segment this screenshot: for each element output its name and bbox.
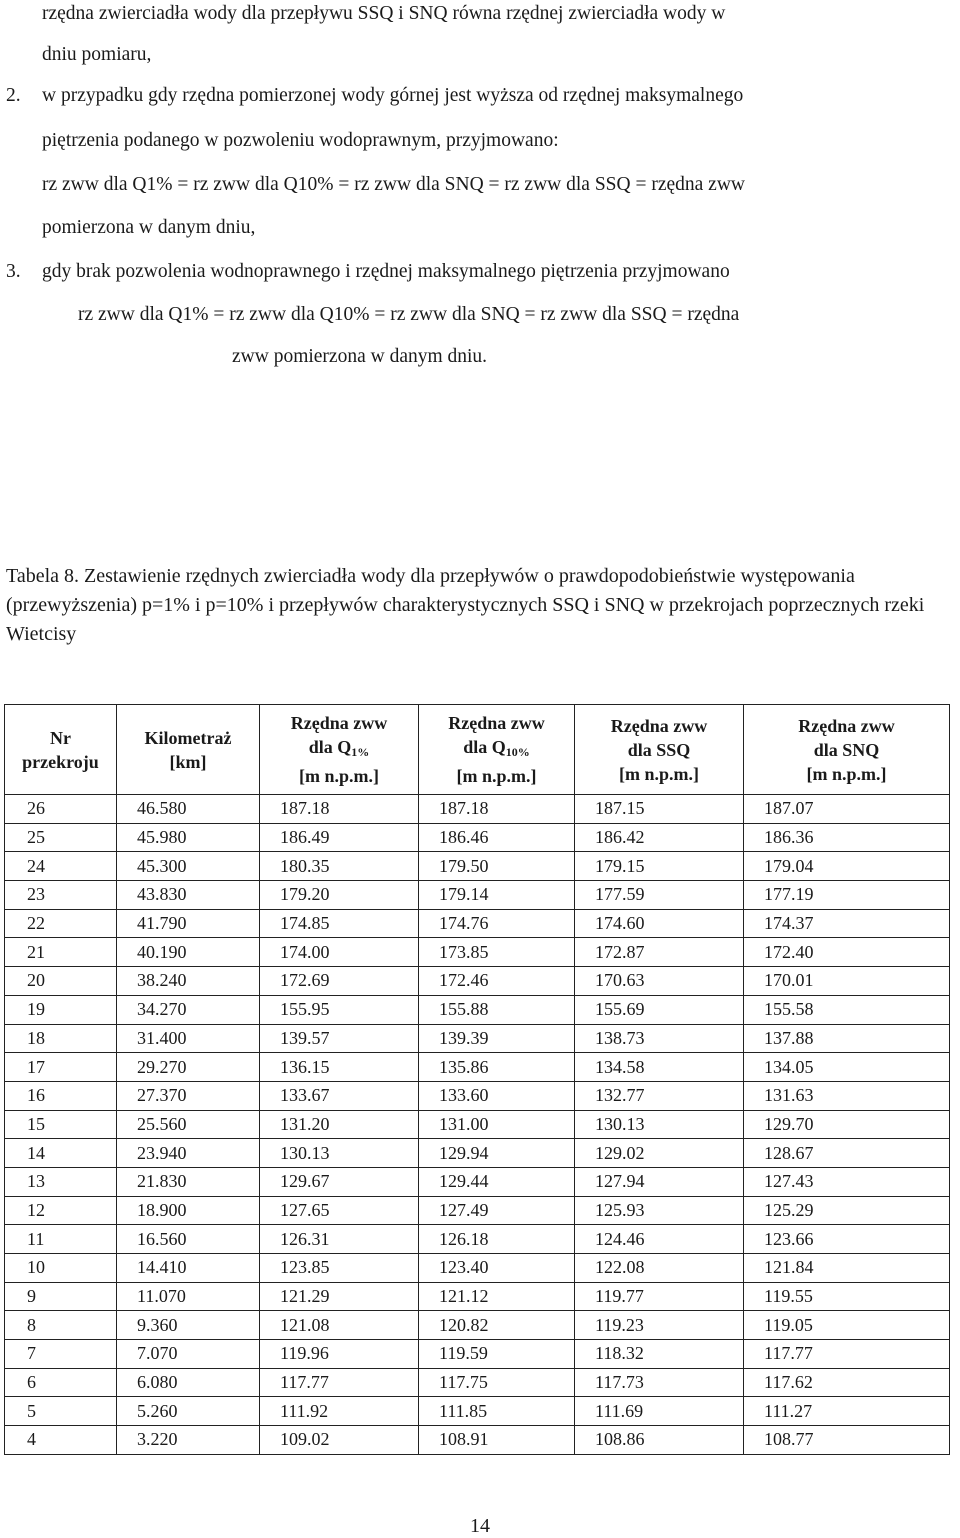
table-cell: 186.36: [744, 823, 950, 852]
table-cell: 10: [5, 1254, 117, 1283]
list-item-number: 3.: [6, 261, 21, 282]
table-cell: 174.76: [419, 909, 575, 938]
table-cell: 22: [5, 909, 117, 938]
table-cell: 126.31: [260, 1225, 419, 1254]
table-cell: 26: [5, 795, 117, 824]
text-line: dniu pomiaru,: [42, 44, 152, 65]
column-header-snq: Rzędna zww dla SNQ [m n.p.m.]: [744, 705, 950, 795]
table-cell: 23.940: [117, 1139, 260, 1168]
table-cell: 186.46: [419, 823, 575, 852]
table-cell: 123.85: [260, 1254, 419, 1283]
text-line: gdy brak pozwolenia wodnoprawnego i rzędnej maksymalnego piętrzenia przyjmowano: [42, 261, 730, 282]
table-cell: 34.270: [117, 995, 260, 1024]
table-cell: 14: [5, 1139, 117, 1168]
table-cell: 21.830: [117, 1167, 260, 1196]
table-cell: 23: [5, 881, 117, 910]
table-cell: 124.46: [575, 1225, 744, 1254]
column-header-nr: Nr przekroju: [5, 705, 117, 795]
table-cell: 155.95: [260, 995, 419, 1024]
text-line: rz zww dla Q1% = rz zww dla Q10% = rz zww dla SNQ = rz zww dla SSQ = rzędna zww: [42, 174, 745, 195]
table-cell: 122.08: [575, 1254, 744, 1283]
table-cell: 135.86: [419, 1053, 575, 1082]
table-cell: 119.55: [744, 1282, 950, 1311]
table-cell: 173.85: [419, 938, 575, 967]
table-cell: 187.15: [575, 795, 744, 824]
table-cell: 111.27: [744, 1397, 950, 1426]
table-cell: 131.20: [260, 1110, 419, 1139]
table-cell: 9: [5, 1282, 117, 1311]
table-cell: 132.77: [575, 1081, 744, 1110]
table-cell: 133.60: [419, 1081, 575, 1110]
table-cell: 12: [5, 1196, 117, 1225]
table-cell: 117.73: [575, 1368, 744, 1397]
table-cell: 155.88: [419, 995, 575, 1024]
table-cell: 11: [5, 1225, 117, 1254]
table-cell: 6.080: [117, 1368, 260, 1397]
table-cell: 174.00: [260, 938, 419, 967]
table-cell: 111.92: [260, 1397, 419, 1426]
table-cell: 16: [5, 1081, 117, 1110]
table-cell: 180.35: [260, 852, 419, 881]
table-row: [5, 1139, 950, 1168]
table-cell: 18: [5, 1024, 117, 1053]
table-cell: 18.900: [117, 1196, 260, 1225]
table-row: [5, 1397, 950, 1426]
table-row: [5, 967, 950, 996]
table-cell: 121.84: [744, 1254, 950, 1283]
table-cell: 129.94: [419, 1139, 575, 1168]
table-cell: 41.790: [117, 909, 260, 938]
table-cell: 43.830: [117, 881, 260, 910]
table-cell: 118.32: [575, 1340, 744, 1369]
table-cell: 15: [5, 1110, 117, 1139]
table-cell: 5.260: [117, 1397, 260, 1426]
table-row: [5, 1426, 950, 1455]
column-header-q1: Rzędna zww dla $Q_{1\%}$ [m n.p.m.]: [260, 705, 419, 795]
table-row: [5, 1196, 950, 1225]
table-cell: 128.67: [744, 1139, 950, 1168]
table-cell: 117.77: [744, 1340, 950, 1369]
table-cell: 27.370: [117, 1081, 260, 1110]
table-cell: 111.69: [575, 1397, 744, 1426]
table-row: [5, 1340, 950, 1369]
table-row: [5, 1110, 950, 1139]
table-cell: 155.58: [744, 995, 950, 1024]
table-cell: 131.00: [419, 1110, 575, 1139]
table-cell: 187.07: [744, 795, 950, 824]
table-cell: 170.01: [744, 967, 950, 996]
table-cell: 108.77: [744, 1426, 950, 1455]
table-cell: 134.05: [744, 1053, 950, 1082]
table-cell: 6: [5, 1368, 117, 1397]
table-cell: 174.85: [260, 909, 419, 938]
table-cell: 172.69: [260, 967, 419, 996]
table-cell: 131.63: [744, 1081, 950, 1110]
water-level-table: [4, 704, 950, 1455]
table-cell: 119.77: [575, 1282, 744, 1311]
table-cell: 117.62: [744, 1368, 950, 1397]
table-cell: 119.05: [744, 1311, 950, 1340]
table-row: [5, 1024, 950, 1053]
table-row: [5, 1225, 950, 1254]
table-cell: 11.070: [117, 1282, 260, 1311]
table-row: [5, 1167, 950, 1196]
table-cell: 108.86: [575, 1426, 744, 1455]
table-cell: 179.15: [575, 852, 744, 881]
table-row: [5, 938, 950, 967]
table-cell: 179.14: [419, 881, 575, 910]
table-cell: 45.300: [117, 852, 260, 881]
table-cell: 187.18: [419, 795, 575, 824]
table-cell: 121.12: [419, 1282, 575, 1311]
table-cell: 25.560: [117, 1110, 260, 1139]
table-row: [5, 909, 950, 938]
table-cell: 17: [5, 1053, 117, 1082]
table-row: [5, 795, 950, 824]
table-cell: 14.410: [117, 1254, 260, 1283]
column-header-q10: Rzędna zww dla $Q_{10\%}$ [m n.p.m.]: [419, 705, 575, 795]
table-cell: 123.66: [744, 1225, 950, 1254]
table-caption: Tabela 8. Zestawienie rzędnych zwierciadła wody dla przepływów o prawdopodobieństwie występowania (przewyższenia) p=1% i p=10% i przepływów charakterystycznych SSQ i SNQ w przekrojach poprzecznych rzeki Wietcisy: [6, 565, 925, 645]
table-cell: 119.59: [419, 1340, 575, 1369]
table-cell: 40.190: [117, 938, 260, 967]
table-row: [5, 881, 950, 910]
list-item-number: 2.: [6, 85, 21, 106]
table-cell: 174.37: [744, 909, 950, 938]
table-cell: 123.40: [419, 1254, 575, 1283]
table-cell: 179.20: [260, 881, 419, 910]
column-header-km: Kilometraż [km]: [117, 705, 260, 795]
table-cell: 20: [5, 967, 117, 996]
table-cell: 45.980: [117, 823, 260, 852]
table-cell: 125.93: [575, 1196, 744, 1225]
table-cell: 127.43: [744, 1167, 950, 1196]
table-row: [5, 823, 950, 852]
table-cell: 177.19: [744, 881, 950, 910]
table-cell: 111.85: [419, 1397, 575, 1426]
table-cell: 139.57: [260, 1024, 419, 1053]
table-cell: 4: [5, 1426, 117, 1455]
table-cell: 16.560: [117, 1225, 260, 1254]
table-cell: 179.50: [419, 852, 575, 881]
table-cell: 127.65: [260, 1196, 419, 1225]
text-line: w przypadku gdy rzędna pomierzonej wody górnej jest wyższa od rzędnej maksymalnego: [42, 85, 744, 106]
table-cell: 29.270: [117, 1053, 260, 1082]
table-cell: 129.67: [260, 1167, 419, 1196]
table-cell: 179.04: [744, 852, 950, 881]
table-row: [5, 1081, 950, 1110]
table-cell: 139.39: [419, 1024, 575, 1053]
table-cell: 127.94: [575, 1167, 744, 1196]
table-cell: 129.02: [575, 1139, 744, 1168]
table-cell: 130.13: [575, 1110, 744, 1139]
table-cell: 134.58: [575, 1053, 744, 1082]
table-row: [5, 1053, 950, 1082]
table-cell: 186.42: [575, 823, 744, 852]
table-cell: 138.73: [575, 1024, 744, 1053]
table-cell: 121.08: [260, 1311, 419, 1340]
table-cell: 129.70: [744, 1110, 950, 1139]
table-cell: 127.49: [419, 1196, 575, 1225]
text-line: piętrzenia podanego w pozwoleniu wodoprawnym, przyjmowano:: [42, 130, 559, 151]
table-cell: 125.29: [744, 1196, 950, 1225]
table-cell: 172.87: [575, 938, 744, 967]
text-line: rz zww dla Q1% = rz zww dla Q10% = rz zww dla SNQ = rz zww dla SSQ = rzędna: [78, 304, 740, 325]
text-line: zww pomierzona w danym dniu.: [232, 346, 488, 367]
table-cell: 129.44: [419, 1167, 575, 1196]
table-cell: 172.46: [419, 967, 575, 996]
table-cell: 120.82: [419, 1311, 575, 1340]
table-cell: 155.69: [575, 995, 744, 1024]
table-cell: 109.02: [260, 1426, 419, 1455]
table-cell: 130.13: [260, 1139, 419, 1168]
table-cell: 177.59: [575, 881, 744, 910]
table-cell: 119.23: [575, 1311, 744, 1340]
table-cell: 24: [5, 852, 117, 881]
table-cell: 136.15: [260, 1053, 419, 1082]
column-header-ssq: Rzędna zww dla SSQ [m n.p.m.]: [575, 705, 744, 795]
table-cell: 117.75: [419, 1368, 575, 1397]
table-cell: 121.29: [260, 1282, 419, 1311]
table-cell: 119.96: [260, 1340, 419, 1369]
table-cell: 133.67: [260, 1081, 419, 1110]
table-cell: 9.360: [117, 1311, 260, 1340]
table-cell: 13: [5, 1167, 117, 1196]
table-cell: 31.400: [117, 1024, 260, 1053]
text-line: rzędna zwierciadła wody dla przepływu SSQ i SNQ równa rzędnej zwierciadła wody w: [42, 3, 726, 24]
table-cell: 187.18: [260, 795, 419, 824]
table-cell: 38.240: [117, 967, 260, 996]
table-cell: 126.18: [419, 1225, 575, 1254]
table-cell: 7: [5, 1340, 117, 1369]
table-cell: 170.63: [575, 967, 744, 996]
table-cell: 5: [5, 1397, 117, 1426]
table-header-row: [5, 705, 950, 795]
page-number: 14: [470, 1515, 490, 1537]
table-cell: 186.49: [260, 823, 419, 852]
table-cell: 46.580: [117, 795, 260, 824]
table-cell: 19: [5, 995, 117, 1024]
table-cell: 174.60: [575, 909, 744, 938]
table-row: [5, 1368, 950, 1397]
table-cell: 108.91: [419, 1426, 575, 1455]
table-cell: 172.40: [744, 938, 950, 967]
table-cell: 3.220: [117, 1426, 260, 1455]
table-cell: 8: [5, 1311, 117, 1340]
table-row: [5, 1282, 950, 1311]
table-row: [5, 995, 950, 1024]
table-row: [5, 852, 950, 881]
table-cell: 7.070: [117, 1340, 260, 1369]
table-cell: 117.77: [260, 1368, 419, 1397]
table-cell: 25: [5, 823, 117, 852]
table-row: [5, 1311, 950, 1340]
table-cell: 137.88: [744, 1024, 950, 1053]
text-line: pomierzona w danym dniu,: [42, 217, 256, 238]
table-row: [5, 1254, 950, 1283]
table-cell: 21: [5, 938, 117, 967]
